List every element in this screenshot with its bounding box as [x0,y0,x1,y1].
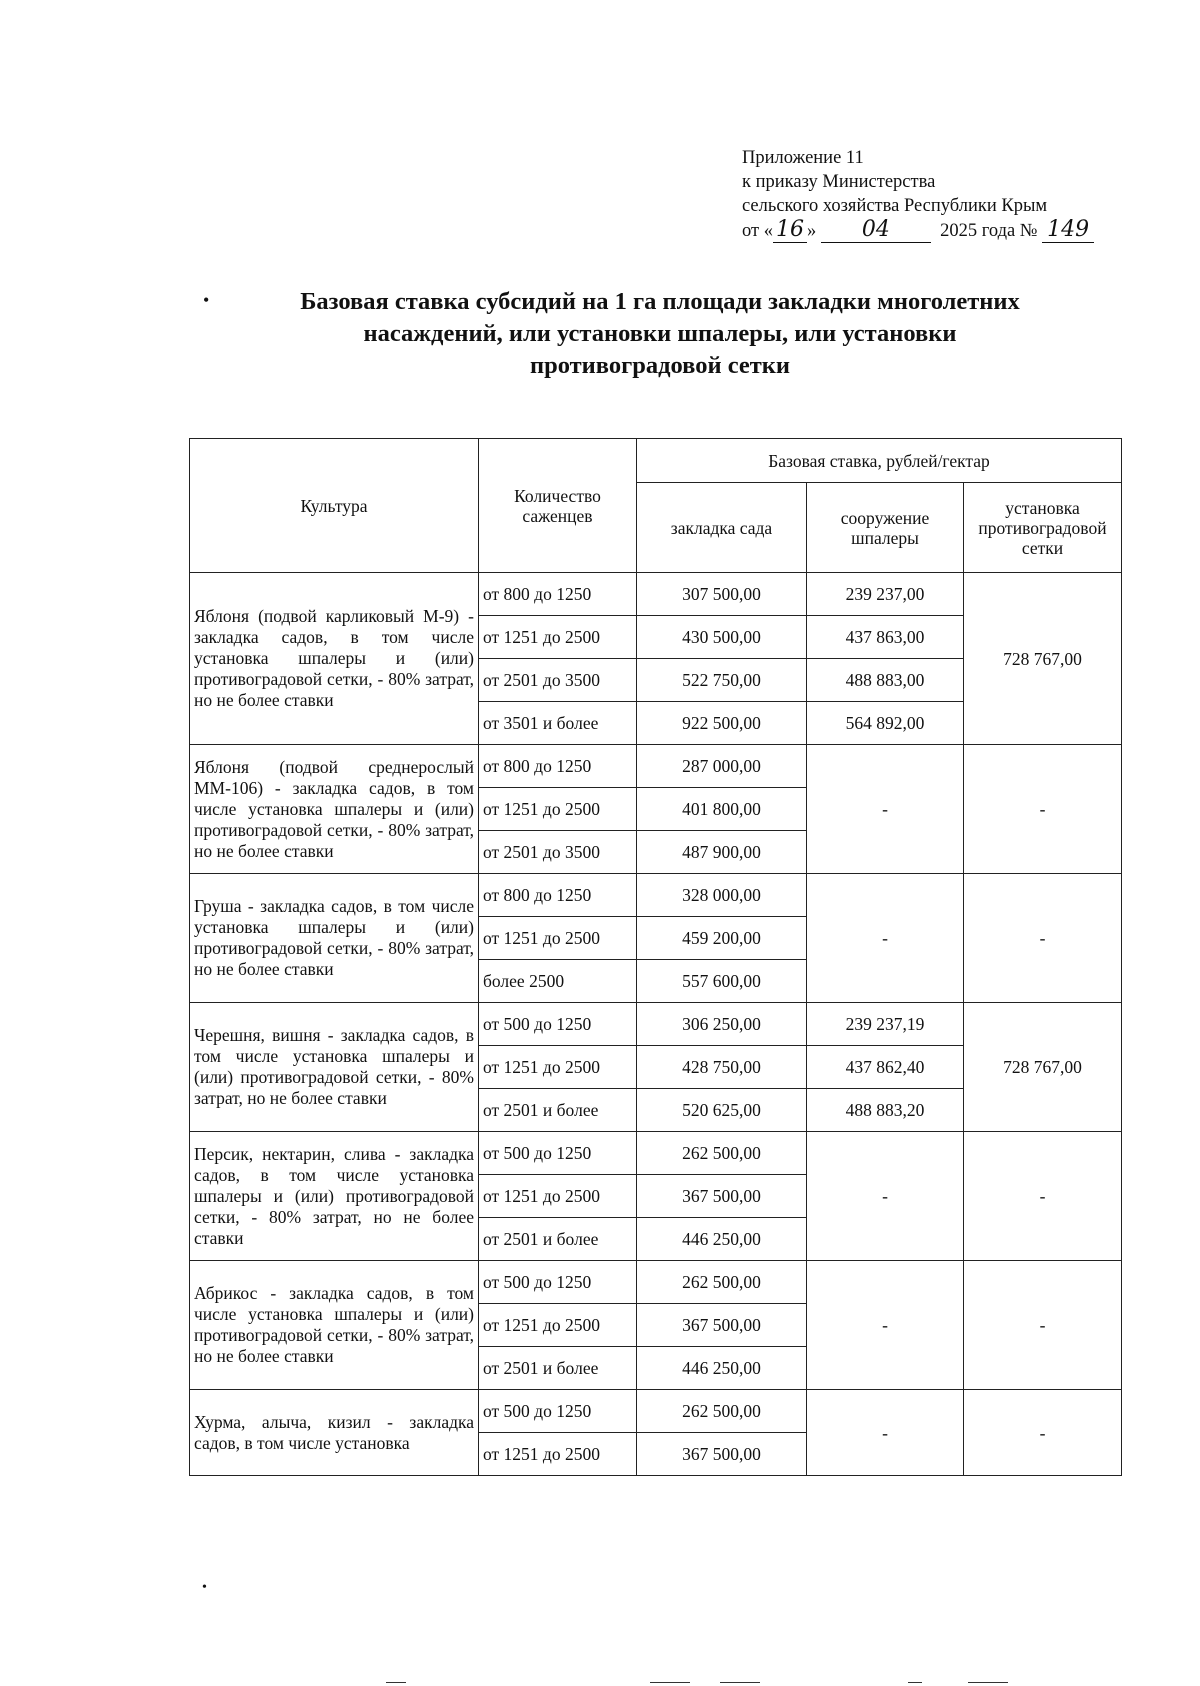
subsidy-rate-table [189,438,1122,1476]
hail-net-rate-cell: - [964,1390,1122,1476]
seedling-count-cell: от 1251 до 2500 [479,917,637,960]
seedling-count-cell: от 2501 до 3500 [479,659,637,702]
garden-rate-cell: 428 750,00 [637,1046,807,1089]
trellis-rate-cell: 564 892,00 [807,702,964,745]
garden-rate-cell: 287 000,00 [637,745,807,788]
crop-cell: Абрикос - закладка садов, в том числе установка шпалеры и (или) противоградовой сетки, - 80% затрат, но не более ставки [190,1261,479,1390]
crop-cell: Яблоня (подвой среднерослый ММ-106) - закладка садов, в том числе установка шпалеры и (или) противоградовой сетки, - 80% затрат, но не более ставки [190,745,479,874]
trellis-rate-cell: 239 237,19 [807,1003,964,1046]
trellis-rate-cell: - [807,1261,964,1390]
page-title [190,286,1130,382]
header-garden-planting: закладка сада [637,483,807,573]
garden-rate-cell: 922 500,00 [637,702,807,745]
seedling-count-cell: от 2501 до 3500 [479,831,637,874]
crop-cell: Груша - закладка садов, в том числе установка шпалеры и (или) противоградовой сетки, - 80% затрат, но не более ставки [190,874,479,1003]
trellis-rate-cell: 437 862,40 [807,1046,964,1089]
garden-rate-cell: 262 500,00 [637,1132,807,1175]
garden-rate-cell: 487 900,00 [637,831,807,874]
trellis-rate-cell: - [807,874,964,1003]
appendix-title: Приложение 11 [742,148,864,168]
scan-artifact [908,1682,922,1683]
scan-artifact [386,1682,406,1683]
seedling-count-cell: от 1251 до 2500 [479,788,637,831]
garden-rate-cell: 307 500,00 [637,573,807,616]
seedling-count-cell: от 500 до 1250 [479,1003,637,1046]
scan-artifact [650,1682,690,1683]
table-row [190,745,1122,788]
garden-rate-cell: 520 625,00 [637,1089,807,1132]
hail-net-rate-cell: 728 767,00 [964,573,1122,745]
header-hail-net: установка противоградовой сетки [964,483,1122,573]
seedling-count-cell: от 1251 до 2500 [479,1304,637,1347]
seedling-count-cell: более 2500 [479,960,637,1003]
date-year: 2025 года № [940,221,1038,241]
trellis-rate-cell: 488 883,20 [807,1089,964,1132]
seedling-count-cell: от 500 до 1250 [479,1390,637,1433]
garden-rate-cell: 446 250,00 [637,1347,807,1390]
hail-net-rate-cell: - [964,1261,1122,1390]
appendix-date-line [742,218,1094,243]
seedling-count-cell: от 800 до 1250 [479,874,637,917]
crop-cell: Черешня, вишня - закладка садов, в том числе установка шпалеры и (или) противоградовой сетки, - 80% затрат, но не более ставки [190,1003,479,1132]
hail-net-rate-cell: 728 767,00 [964,1003,1122,1132]
seedling-count-cell: от 2501 и более [479,1089,637,1132]
garden-rate-cell: 401 800,00 [637,788,807,831]
crop-cell: Яблоня (подвой карликовый М-9) - закладка садов, в том числе установка шпалеры и (или) противоградовой сетки, - 80% затрат, но не более ставки [190,573,479,745]
header-base-rate: Базовая ставка, рублей/гектар [637,439,1122,483]
trellis-rate-cell: - [807,745,964,874]
header-seedling-count: Количество саженцев [479,439,637,573]
table-row [190,1390,1122,1433]
garden-rate-cell: 446 250,00 [637,1218,807,1261]
seedling-count-cell: от 1251 до 2500 [479,1175,637,1218]
seedling-count-cell: от 2501 и более [479,1218,637,1261]
table-row [190,573,1122,616]
footer-mark: • [202,1580,207,1595]
table-row [190,874,1122,917]
table-row [190,1261,1122,1304]
trellis-rate-cell: - [807,1390,964,1476]
margin-mark: • [203,290,210,310]
trellis-rate-cell: 437 863,00 [807,616,964,659]
table-row [190,1132,1122,1175]
date-mid: » [806,221,817,241]
trellis-rate-cell: 239 237,00 [807,573,964,616]
seedling-count-cell: от 800 до 1250 [479,573,637,616]
date-prefix: от « [742,221,773,241]
appendix-order-ref: к приказу Министерства [742,172,936,192]
garden-rate-cell: 306 250,00 [637,1003,807,1046]
seedling-count-cell: от 500 до 1250 [479,1261,637,1304]
crop-cell: Хурма, алыча, кизил - закладка садов, в том числе установка [190,1390,479,1476]
trellis-rate-cell: 488 883,00 [807,659,964,702]
scan-artifact [968,1682,1008,1683]
garden-rate-cell: 262 500,00 [637,1261,807,1304]
garden-rate-cell: 459 200,00 [637,917,807,960]
garden-rate-cell: 367 500,00 [637,1433,807,1476]
seedling-count-cell: от 3501 и более [479,702,637,745]
table-body [190,573,1122,1476]
scan-artifact [720,1682,760,1683]
garden-rate-cell: 367 500,00 [637,1304,807,1347]
appendix-header [742,146,1094,243]
garden-rate-cell: 328 000,00 [637,874,807,917]
seedling-count-cell: от 2501 и более [479,1347,637,1390]
date-month: 04 [821,218,931,243]
crop-cell: Персик, нектарин, слива - закладка садов, в том числе установка шпалеры и (или) противоградовой сетки, - 80% затрат, но не более ставки [190,1132,479,1261]
garden-rate-cell: 262 500,00 [637,1390,807,1433]
title-line-2: насаждений, или установки шпалеры, или установки [363,320,957,347]
table-row [190,1003,1122,1046]
seedling-count-cell: от 800 до 1250 [479,745,637,788]
seedling-count-cell: от 500 до 1250 [479,1132,637,1175]
date-day: 16 [773,218,807,243]
seedling-count-cell: от 1251 до 2500 [479,1046,637,1089]
header-crop: Культура [190,439,479,573]
hail-net-rate-cell: - [964,874,1122,1003]
title-line-3: противоградовой сетки [529,352,791,379]
header-trellis: сооружение шпалеры [807,483,964,573]
hail-net-rate-cell: - [964,1132,1122,1261]
seedling-count-cell: от 1251 до 2500 [479,616,637,659]
title-line-1: Базовая ставка субсидий на 1 га площади закладки многолетних [300,288,1020,315]
seedling-count-cell: от 1251 до 2500 [479,1433,637,1476]
trellis-rate-cell: - [807,1132,964,1261]
order-number: 149 [1042,218,1094,243]
appendix-ministry: сельского хозяйства Республики Крым [742,196,1048,216]
garden-rate-cell: 430 500,00 [637,616,807,659]
hail-net-rate-cell: - [964,745,1122,874]
garden-rate-cell: 522 750,00 [637,659,807,702]
garden-rate-cell: 367 500,00 [637,1175,807,1218]
garden-rate-cell: 557 600,00 [637,960,807,1003]
